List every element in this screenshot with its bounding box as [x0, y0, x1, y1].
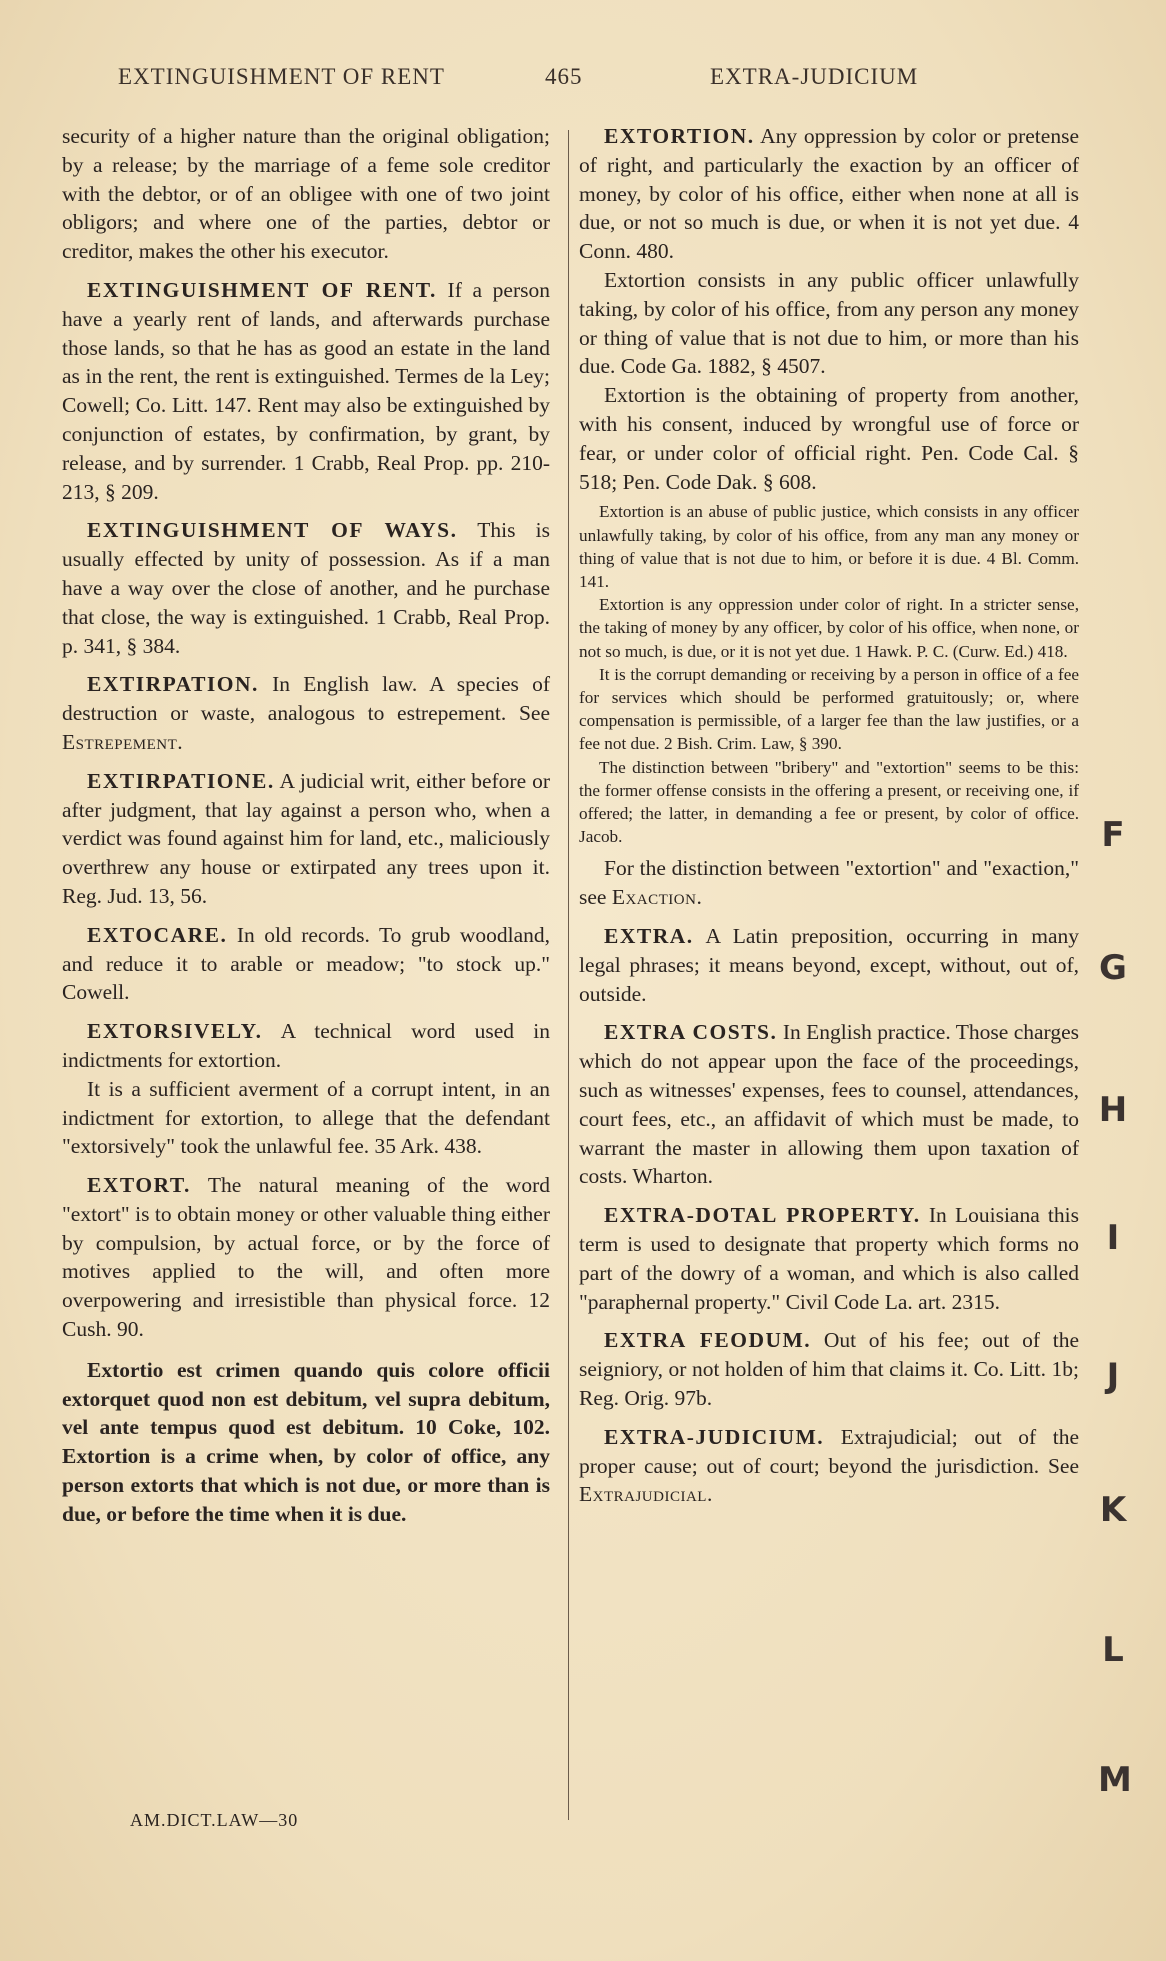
- headword: EXTIRPATIONE.: [87, 768, 275, 793]
- definition: In English law. A species of destruction or waste, analogous to estrepement. See: [62, 672, 550, 726]
- definition: A judicial writ, either before or after judgment, that lay against a person who, when a verdict was found against him for land, etc., maliciously overthrew any house or extirpated any trees upon it. Reg. Jud. 13, 56.: [62, 768, 550, 908]
- extortion-note-1: Extortion is an abuse of public justice, which consists in any officer unlawfully taking, by color of his office, from any man any money or thing of value that is not due to him, or before it is due. 4 Bl. Comm. 141.: [579, 502, 1079, 591]
- headword: EXTORTION.: [604, 124, 755, 148]
- definition: A technical word used in indictments for extortion.: [62, 1019, 550, 1072]
- definition: If a person have a yearly rent of lands, and afterwards purchase those lands, so that he has as good an estate in the land as in the rent, the rent is extinguished. Termes de la Ley; Cowell; Co. Litt. 147. Rent may also be extinguished by conjunction of estates, by confirmation, by grant, by release, and by surrender. 1 Crabb, Real Prop. pp. 210-213, § 209.: [62, 277, 551, 504]
- extortion-note-2: Extortion is any oppression under color of right. In a stricter sense, the taking of money by any officer, by color of his office, when none, or not so much, is due, or it is not yet due. 1 Hawk. P. C. (Curw. Ed.) 418.: [579, 595, 1079, 661]
- cross-reference: Estrepement.: [62, 729, 184, 754]
- thumb-index-letter[interactable]: L: [1102, 1630, 1124, 1670]
- headword: EXTOCARE.: [87, 922, 228, 947]
- headword: EXTIRPATION.: [87, 672, 259, 697]
- entry-extirpation: [62, 670, 550, 756]
- definition: Extrajudicial; out of the proper cause; out of court; beyond the jurisdiction. See: [579, 1424, 1080, 1478]
- thumb-index-letter[interactable]: H: [1098, 1090, 1128, 1130]
- headword: EXTINGUISHMENT OF WAYS.: [87, 518, 458, 543]
- right-column: [579, 122, 1079, 1519]
- thumb-index-letter[interactable]: J: [1106, 1356, 1120, 1396]
- definition: A Latin preposition, occurring in many legal phrases; it means beyond, except, without, out of, outside.: [579, 924, 1079, 1006]
- headword: EXTORT.: [87, 1173, 191, 1198]
- headword: EXTRA FEODUM.: [604, 1328, 812, 1353]
- header-right-guideword: EXTRA-JUDICIUM: [710, 64, 919, 89]
- running-head: [0, 64, 1166, 98]
- entry-extra-dotal-property: [579, 1201, 1079, 1316]
- definition: In English practice. Those charges which do not appear upon the face of the proceedings, such as witnesses' expenses, fees to counsel, attendances, court fees, etc., an affidavit of which must be made, to warrant the master in allowing them upon taxation of costs. Wharton.: [579, 1020, 1079, 1189]
- definition: Any oppression by color or pretense of right, and particularly the exaction by an officer of money, by color of his office, either when none at all is due, or not so much is due, or when it is not yet due. 4 Conn. 480.: [579, 124, 1079, 264]
- thumb-index-letter[interactable]: I: [1106, 1218, 1120, 1258]
- page-number: 465: [545, 64, 583, 89]
- column-divider: [568, 130, 569, 1820]
- definition: For the distinction between "extortion" and "exaction," see: [579, 856, 1079, 910]
- entry-extort: [62, 1171, 550, 1344]
- entry-extorsively: [62, 1017, 550, 1075]
- extortion-note-3: It is the corrupt demanding or receiving by a person in office of a fee for services which should be performed gratuitously; or, where compensation is permissible, of a larger fee than the law justifies, or a fee not due. 2 Bish. Crim. Law, § 390.: [579, 664, 1079, 754]
- entry-extra-feodum: [579, 1326, 1079, 1412]
- definition: The natural meaning of the word "extort" is to obtain money or other valuable thing either by compulsion, by actual force, or by the force of motives applied to the will, and often more overpowering and irresistible than physical force. 12 Cush. 90.: [62, 1173, 550, 1342]
- headword: EXTINGUISHMENT OF RENT.: [87, 277, 437, 302]
- definition: Out of his fee; out of the seigniory, or not holden of him that claims it. Co. Litt. 1b; Reg. Orig. 97b.: [579, 1328, 1079, 1410]
- thumb-index-letter[interactable]: G: [1099, 948, 1127, 988]
- cross-reference: Extrajudicial.: [579, 1482, 713, 1507]
- headword: EXTRA-JUDICIUM.: [604, 1424, 825, 1449]
- entry-extinguishment-of-rent: [62, 276, 550, 506]
- thumb-index-letter[interactable]: K: [1099, 1490, 1127, 1530]
- definition: This is usually effected by unity of possession. As if a man have a way over the close of another, and he purchase that close, the way is extinguished. 1 Crabb, Real Prop. p. 341, § 384.: [62, 518, 550, 658]
- extortion-para-3: Extortion is the obtaining of property from another, with his consent, induced by wrongful use of force or fear, or under color of official right. Pen. Code Cal. § 518; Pen. Code Dak. § 608.: [579, 383, 1079, 494]
- cross-reference: Exaction.: [611, 885, 703, 910]
- definition: In Louisiana this term is used to designate that property which forms no part of the dowry of a woman, and which is also called "paraphernal property." Civil Code La. art. 2315.: [579, 1203, 1079, 1314]
- continued-text: security of a higher nature than the original obligation; by a release; by the marriage of a feme sole creditor with the debtor, or of an obligee with one of two joint obligors; and where one of the parties, debtor or creditor, makes the other his executor.: [62, 124, 550, 264]
- thumb-index-letter[interactable]: F: [1101, 815, 1125, 855]
- definition: In old records. To grub woodland, and reduce it to arable or meadow; "to stock up." Cowell.: [62, 922, 550, 1005]
- thumb-index-letter[interactable]: M: [1098, 1760, 1132, 1800]
- signature-mark: AM.DICT.LAW—30: [130, 1810, 299, 1830]
- entry-extortion: [579, 122, 1079, 266]
- headword: EXTRA COSTS.: [604, 1020, 778, 1045]
- headword: EXTORSIVELY.: [87, 1019, 263, 1044]
- header-left-guideword: EXTINGUISHMENT OF RENT: [118, 64, 445, 89]
- entry-extra: [579, 922, 1079, 1008]
- entry-extinguishment-of-ways: [62, 516, 550, 660]
- entry-extorsively-note: It is a sufficient averment of a corrupt intent, in an indictment for extortion, to allege that the defendant "extorsively" took the unlawful fee. 35 Ark. 438.: [62, 1076, 550, 1159]
- entry-extra-judicium: [579, 1423, 1079, 1509]
- entry-extocare: [62, 921, 550, 1007]
- extortion-para-2: Extortion consists in any public officer unlawfully taking, by color of his office, from any person any money or thing of value that is not due to him, or more than his due. Code Ga. 1882, § 4507.: [579, 267, 1079, 379]
- extortion-para-4: [579, 854, 1079, 912]
- entry-extirpatione: [62, 767, 550, 911]
- headword: EXTRA-DOTAL PROPERTY.: [604, 1203, 921, 1228]
- extortion-note-4: The distinction between "bribery" and "extortion" seems to be this: the former offense consists in the offering a present, or receiving one, if offered; the latter, in demanding a fee or present, by color of office. Jacob.: [579, 757, 1079, 847]
- entry-extra-costs: [579, 1018, 1079, 1191]
- left-column: [62, 122, 550, 1529]
- headword: EXTRA.: [604, 924, 694, 948]
- latin-maxim: Extortio est crimen quando quis colore officii extorquet quod non est debitum, vel supra debitum, vel ante tempus quod est debitum. 10 Coke, 102. Extortion is a crime when, by color of office, any person extorts that which is not due, or more than is due, or before the time when it is due.: [62, 1357, 550, 1526]
